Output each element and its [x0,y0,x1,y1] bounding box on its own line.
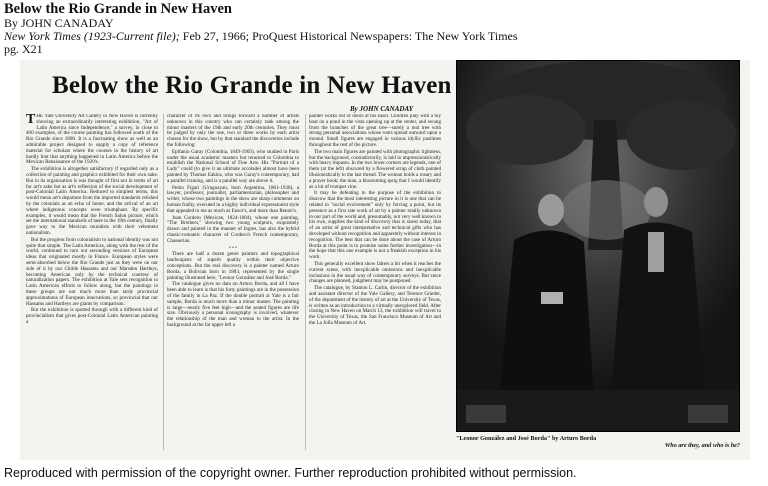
article-byline: By JOHN CANADAY [350,105,414,113]
column-paragraph: Epifanio Garay (Colombia, 1849-1903), who studied in Paris under the usual academic masters but returned to Colombia to establish the National School of Fine Arts. His "Portrait of a Lady" could (to give it an ultimate accolade) almost have been painted by Thomas Eakins, who was Garay's contemporary, had a parallel training, and is a parallel way are above it. [167,148,299,184]
column-paragraph: But the exhibition is spotted through with a different kind of provincialism that gives post-Colonial Latin American painting a [26,307,158,325]
photo-caption-text: "Leonor González and José Borda" by Arturo Borda [456,435,597,442]
column-paragraph: painter works out of doors at his easel. Children play with a toy boat on a pond in the vista opening up at the center, and swung from the branches of the great tree—surely a real tree with strong personal associations whose roots spread outward upon a mound. Small figures are engaged in various idyllic pastimes throughout the rest of the picture. [309,114,441,148]
citation-source-details: Feb 27, 1966; ProQuest Historical Newspapers: The New York Times [179,29,518,43]
drop-cap: T [26,114,36,127]
copyright-notice: Reproduced with permission of the copyright owner. Further reproduction prohibited without permission. [4,466,577,480]
column-paragraph: The exhibition is altogether satisfactory if regarded only as a collection of painting and graphics exhibited for their own sake. But in its organization is was thought of first not in terms of art for art's sake but as art's reflection of the social development of post-Colonial Latin America. Reduced to simplest terms, this would mean art's departure from the imported standards relished by the colonials as an echo of home, and the arrival of an art where indigenous concepts were triumphant. By specific examples, it would mean that the French Salon picture, which set the international standards of taste in the 19th century, finally gave way to the Mexican muralists with their vehement nationalism. [26,166,158,236]
article-column-3 [309,114,441,454]
column-paragraph: character of its own and brings forward a number of artists unknown in this country who can certainly rank among the minor masters of the 19th and early 20th centuries. They must be judged by only the one, two or three works by each artist chosen for the show, but by that standard the discoveries include the following: [167,114,299,148]
column-paragraph: The catalogue, by Stanton L. Catlin, director of the exhibition and assistant director of the Yale Gallery, and Terence Grieder, of the department of the history of art at the University of Texas, is written as an introduction to a virtually unexplored field. After closing in New Haven on March 13, the exhibition will travel to the University of Texas, the San Francisco Museum of Art and the La Jolla Museum of Art. [309,285,441,326]
painting-photo [456,60,740,432]
column-paragraph: But the progress from colonialism to national identity was not quite that simple. The Latin Americas, along with the rest of the world, continued to turn out seconding versions of European ideas that originated mostly in France. European styles were semi-absorbed below the Rio Grande just as they were on our side of it by our Childe Hassams and our Marsden Hartleys, becoming American only by the technical courtesy of naturalization papers. The exhibition at Yale sets recognition to Latin American efforts to follow along, but the paintings in these groups are not much more than tardy provincial approximations of European innovations, so provincial that our Hassams and Hartleys are giants by comparison. [26,236,158,307]
painting-image [456,60,740,432]
citation-source [4,30,764,43]
article-headline: Below the Rio Grande in New Haven [52,72,452,99]
column-paragraph: It may be defeating to the purpose of the exhibition to disavow that the most interesting picture in it is one that can be related to "social evolvement" only by forcing a point, but its presence as a first rate work of art by a painter totally unknown in our part of the world and, presumably, not very well known in his own, supplies the kind of discovery that is rarest today, that of an artist of great interpretative and technical gifts who has developed without recognition and apparently without interest in recognition. The best that can be done about the case of Arturo Borda at this point is to promise some further investigation—in the hope that this one example is not a freakish exception in his work. [309,190,441,261]
column-paragraph: This generally excellent show falters a bit when it reaches the current scene, with inexplicable omissions and inexplicable inclusions in the usual way of contemporary surveys. But since changes are planned, judgment may be postponed. [309,260,441,285]
article-scan [20,60,750,460]
column-paragraph: The catalogue gives no data on Arturo Borda, and all I have been able to learn is that his forty paintings are in the possession of the family in La Paz. If the double portrait at Yale is a fair sample, Borda is much more than a minor master. The painting is large—nearly five feet high—and the seated figures are life size. Obviously a personal iconography is involved, whatever the relationship of the man and woman to the artist. In the background at the far upper left a [167,281,299,328]
citation-page: pg. X21 [4,42,43,56]
citation-byline: By JOHN CANADAY [4,16,114,30]
article-body [26,114,451,454]
column-paragraph: Juan Cordero (Mexican, 1824-1884), whose one painting, "The Brothers," showing two young sculptors, exquisitely drawn and painted in the manner of Ingres, has also the hybrid classic-romantic character of Cordero's French contemporary, Chasseriau. [167,214,299,244]
section-break: • • • [229,244,237,251]
article-column-2 [167,114,299,454]
citation-source-journal: New York Times (1923-Current file); [4,29,180,43]
citation-title: Below the Rio Grande in New Haven [4,1,232,17]
article-column-1 [26,114,158,454]
column-paragraph: HE Yale University Art Gallery in New Haven is currently showing an extraordinarily interesting exhibition, "Art of Latin America since Independence," a survey, in close to 400 examples, of the course painting has followed south of the Rio Grande since 1800. It is a fascinating show as well as an admirable project designed to supply a copy of reference material for scholars where the courses in the history of art hardly hint that anything happened in Latin America before the Mexican Renaissance of the 1920's. [26,114,158,166]
column-paragraph: Pedro Figari (Uruguayan, born Argentina, 1861-1938), a lawyer, professor, journalist, parliamentarian, philosopher and writer, whose two paintings in the show are sharp comments on human frailty, executed in a highly individual expressionist style that appealed to me as much as Ensor's, and more than Renoir's. [167,184,299,214]
citation-header [4,2,764,56]
column-paragraph: There are half a dozen genre painters and topographical landscapists of superb quality within their objective conceptions. But the real discovery is a painter named Arturo Borda, a Bolivian born in 1883, represented by the single painting illustrated here, "Leonor González and José Borda." [167,251,299,281]
column-paragraph: The two main figures are painted with photographic tightness, but the background, contradictorily, is laid in impressionistically with heavy impasto. In the two lower corners are legends, one of them (at the left) obscured by a flowered scrap of cloth painted illusionistically to the last thread. The woman holds a rosary and a prayer book; the man, a blossoming sprig that I would identify as a bit of trumpet vine. [309,148,441,190]
photo-caption [456,435,740,449]
photo-subcaption: Who are they, and who is he? [664,442,740,449]
